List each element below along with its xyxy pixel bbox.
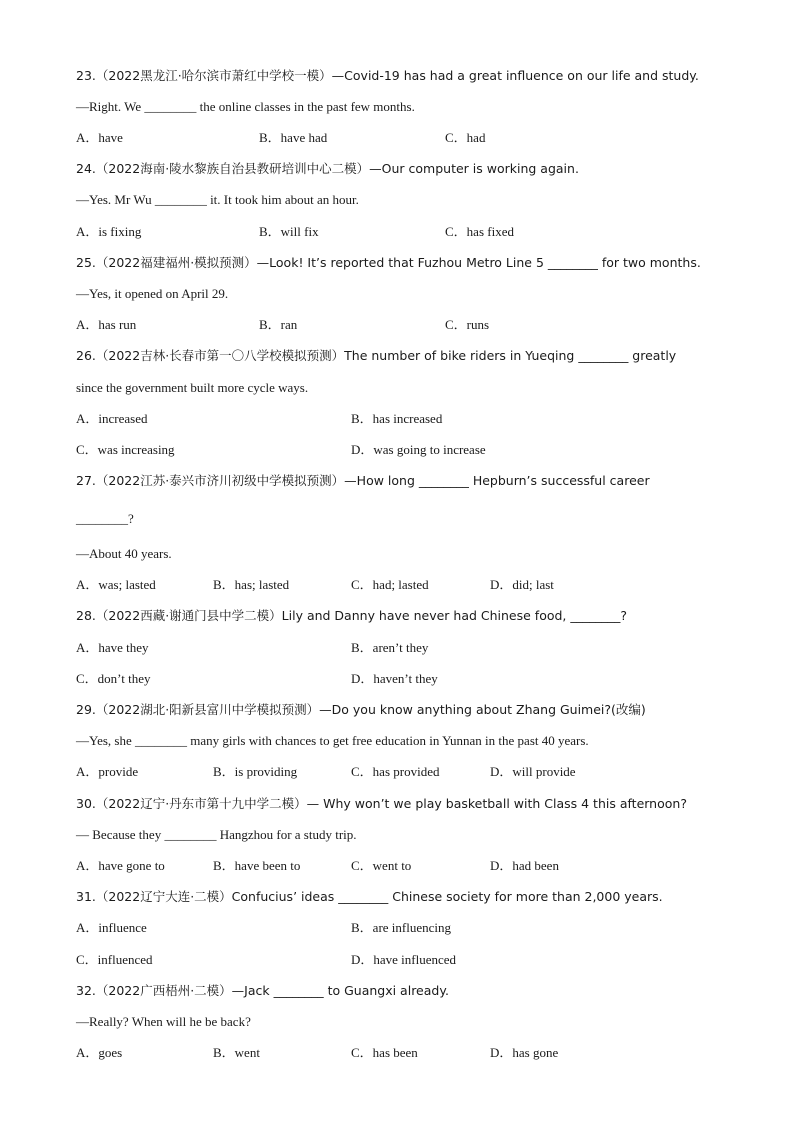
question-25-dialogue: —Yes, it opened on April 29. <box>76 286 229 301</box>
question-30-dialogue: — Because they ________ Hangzhou for a study trip. <box>76 827 357 842</box>
question-28-option-c: C．don’t they <box>76 671 151 686</box>
question-25-option-a: A．has run <box>76 317 137 332</box>
question-26-stem-cont: since the government built more cycle ways. <box>76 380 309 395</box>
question-31-option-c: C．influenced <box>76 952 153 967</box>
question-31-option-a: A．influence <box>76 920 147 935</box>
question-23-option-c: C．had <box>445 130 486 145</box>
question-27-option-b: B．has; lasted <box>213 577 290 592</box>
question-32-option-c: C．has been <box>351 1045 418 1060</box>
question-32-option-d: D．has gone <box>490 1045 559 1060</box>
question-29-option-d: D．will provide <box>490 764 576 779</box>
question-23-option-a: A．have <box>76 130 123 145</box>
question-32-stem: 32.（2022广西梧州·二模）—Jack ________ to Guangxi already. <box>76 983 449 998</box>
question-26-option-a: A．increased <box>76 411 148 426</box>
question-31-option-d: D．have influenced <box>351 952 457 967</box>
question-32-option-a: A．goes <box>76 1045 123 1060</box>
question-23-stem: 23.（2022黑龙江·哈尔滨市萧红中学校一模）—Covid-19 has had a great influence on our life and study. <box>76 68 699 83</box>
question-27-option-d: D．did; last <box>490 577 554 592</box>
question-32-dialogue: —Really? When will he be back? <box>76 1014 251 1029</box>
question-28-option-a: A．have they <box>76 640 149 655</box>
question-24-option-a: A．is fixing <box>76 224 142 239</box>
question-29-option-b: B．is providing <box>213 764 298 779</box>
question-24-dialogue: —Yes. Mr Wu ________ it. It took him about an hour. <box>76 192 359 207</box>
question-24-stem: 24.（2022海南·陵水黎族自治县教研培训中心二模）—Our computer is working again. <box>76 161 579 176</box>
question-30-stem: 30.（2022辽宁·丹东市第十九中学二模）— Why won’t we play basketball with Class 4 this afternoon? <box>76 796 687 811</box>
question-27-option-c: C．had; lasted <box>351 577 429 592</box>
question-25-option-b: B．ran <box>259 317 298 332</box>
question-24-option-c: C．has fixed <box>445 224 514 239</box>
question-29-stem: 29.（2022湖北·阳新县富川中学模拟预测）—Do you know anything about Zhang Guimei?(改编) <box>76 702 646 717</box>
question-27-stem: 27.（2022江苏·泰兴市济川初级中学模拟预测）—How long ________ Hepburn’s successful career <box>76 473 650 488</box>
question-28-option-d: D．haven’t they <box>351 671 438 686</box>
question-26-stem: 26.（2022吉林·长春市第一〇八学校模拟预测）The number of bike riders in Yueqing ________ greatly <box>76 348 677 363</box>
question-27-dialogue: —About 40 years. <box>76 546 172 561</box>
question-27-stem-cont: ________? <box>76 511 134 526</box>
question-29-dialogue: —Yes, she ________ many girls with chances to get free education in Yunnan in the past 40 years. <box>76 733 589 748</box>
question-25-stem: 25.（2022福建福州·模拟预测）—Look! It’s reported that Fuzhou Metro Line 5 ________ for two months. <box>76 255 701 270</box>
question-26-option-b: B．has increased <box>351 411 443 426</box>
question-31-stem: 31.（2022辽宁大连·二模）Confucius’ ideas ________ Chinese society for more than 2,000 years. <box>76 889 663 904</box>
question-29-option-a: A．provide <box>76 764 139 779</box>
question-25-option-c: C．runs <box>445 317 490 332</box>
question-28-stem: 28.（2022西藏·谢通门县中学二模）Lily and Danny have never had Chinese food, ________? <box>76 608 628 623</box>
question-32-option-b: B．went <box>213 1045 260 1060</box>
question-24-option-b: B．will fix <box>259 224 319 239</box>
question-31-option-b: B．are influencing <box>351 920 451 935</box>
question-30-option-b: B．have been to <box>213 858 301 873</box>
question-29-option-c: C．has provided <box>351 764 440 779</box>
question-26-option-d: D．was going to increase <box>351 442 486 457</box>
question-27-option-a: A．was; lasted <box>76 577 156 592</box>
question-30-option-d: D．had been <box>490 858 559 873</box>
question-23-option-b: B．have had <box>259 130 328 145</box>
question-30-option-a: A．have gone to <box>76 858 165 873</box>
question-28-option-b: B．aren’t they <box>351 640 429 655</box>
question-26-option-c: C．was increasing <box>76 442 175 457</box>
question-30-option-c: C．went to <box>351 858 412 873</box>
question-23-dialogue: —Right. We ________ the online classes in the past few months. <box>76 99 415 114</box>
